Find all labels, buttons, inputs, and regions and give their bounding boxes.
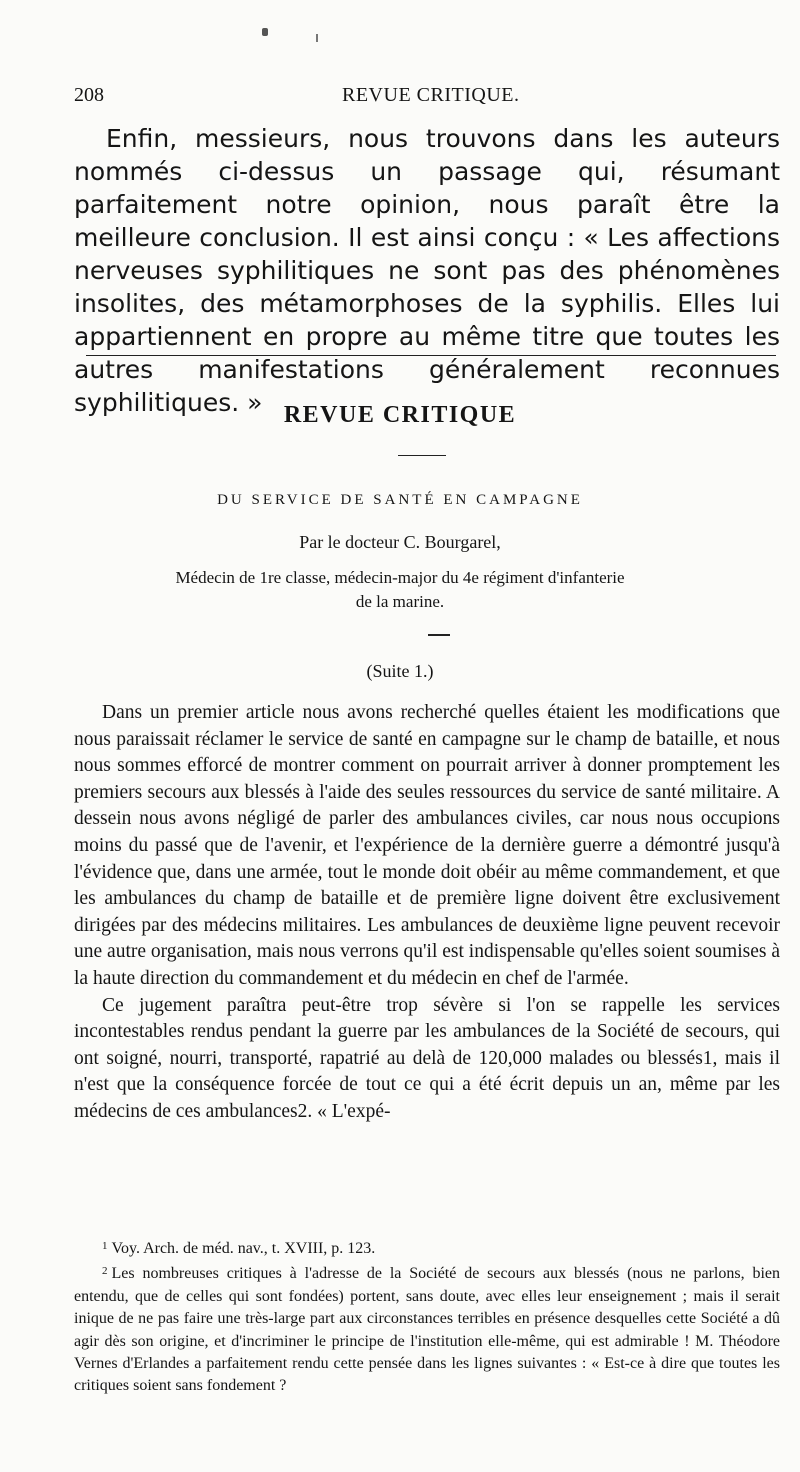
- separator-dash: [428, 634, 450, 636]
- running-head: [74, 84, 760, 112]
- article-body: [74, 700, 780, 1126]
- article-author: Par le docteur C. Bourgarel,: [299, 532, 501, 552]
- affiliation-line: de la marine.: [355, 592, 445, 611]
- running-head-title: REVUE CRITIQUE.: [342, 84, 520, 106]
- footnote: [74, 1260, 780, 1397]
- intro-section: [74, 122, 780, 419]
- footnote-text: Les nombreuses critiques à l'adresse de la Société de secours aux blessés (nous ne parlons, bien entendu, que de celles qui sont fondées) portent, sans doute, avec elles leur enseignement ; mais il serait inique de ne pas faire une très-large part aux circonstances terribles en présence desquelles cette Société a dû agir dès son origine, et d'incriminer le principe de l'institution elle-même, qui est admirable ! M. Théodore Vernes d'Erlandes a parfaitement rendu cette pensée dans les lignes suivantes : « Est-ce à dire que toutes les critiques soient sans fondement ?: [74, 1265, 780, 1395]
- footnote-text: Voy. Arch. de méd. nav., t. XVIII, p. 123.: [111, 1240, 376, 1257]
- ink-speck: [316, 34, 318, 42]
- affiliation-line: Médecin de 1re classe, médecin-major du 4e régiment d'infanterie: [175, 568, 625, 587]
- title-underline: [398, 455, 446, 456]
- footnote: [74, 1235, 780, 1260]
- body-paragraph: Dans un premier article nous avons recherché quelles étaient les modifications que nous paraissait réclamer le service de santé en campagne sur le champ de bataille, et nous nous sommes efforcé de montrer comment on pourrait arriver à donner promptement les premiers secours aux blessés à l'aide des seules ressources du service de santé militaire. A dessein nous avons négligé de parler des ambulances civiles, car nous nous occupions moins du passé que de l'avenir, et l'expérience de la dernière guerre a démontré jusqu'à l'évidence que, dans une armée, tout le monde doit obéir au même commandement, et que les ambulances du champ de bataille et de première ligne doivent être exclusivement dirigées par des médecins militaires. Les ambulances de deuxième ligne peuvent recevoir une autre organisation, mais nous verrons qu'il est indispensable qu'elles soient soumises à la haute direction du commandement et du médecin en chef de l'armée.: [74, 702, 780, 989]
- ink-speck: [262, 28, 268, 36]
- footnotes: [74, 1235, 780, 1398]
- footnote-number: 2: [102, 1265, 108, 1278]
- intro-paragraph: Enfin, messieurs, nous trouvons dans les auteurs nommés ci-dessus un passage qui, résumant parfaitement notre opinion, nous paraît être la meilleure conclusion. Il est ainsi conçu : « Les affections nerveuses syphilitiques ne sont pas des phénomènes insolites, des métamorphoses de la syphilis. Elles lui appartiennent en propre au même titre que toutes les autres manifestations généralement reconnues syphilitiques. »: [74, 124, 780, 417]
- body-paragraph: Ce jugement paraîtra peut-être trop sévère si l'on se rappelle les services incontestables rendus pendant la guerre par les ambulances de la Société de secours, qui ont soigné, nourri, transporté, rapatrié au delà de 120,000 malades ou blessés1, mais il n'est que la conséquence forcée de tout ce qui a été écrit depuis un an, même par les médecins de ces ambulances2. « L'expé-: [74, 994, 780, 1122]
- article-subtitle: DU SERVICE DE SANTÉ EN CAMPAGNE: [217, 492, 583, 508]
- section-title: REVUE CRITIQUE: [283, 402, 517, 428]
- page-number: 208: [74, 84, 104, 106]
- author-affiliation: [0, 566, 800, 614]
- footnote-number: 1: [102, 1240, 108, 1252]
- continuation-note: (Suite 1.): [366, 661, 434, 681]
- section-divider: [86, 355, 776, 356]
